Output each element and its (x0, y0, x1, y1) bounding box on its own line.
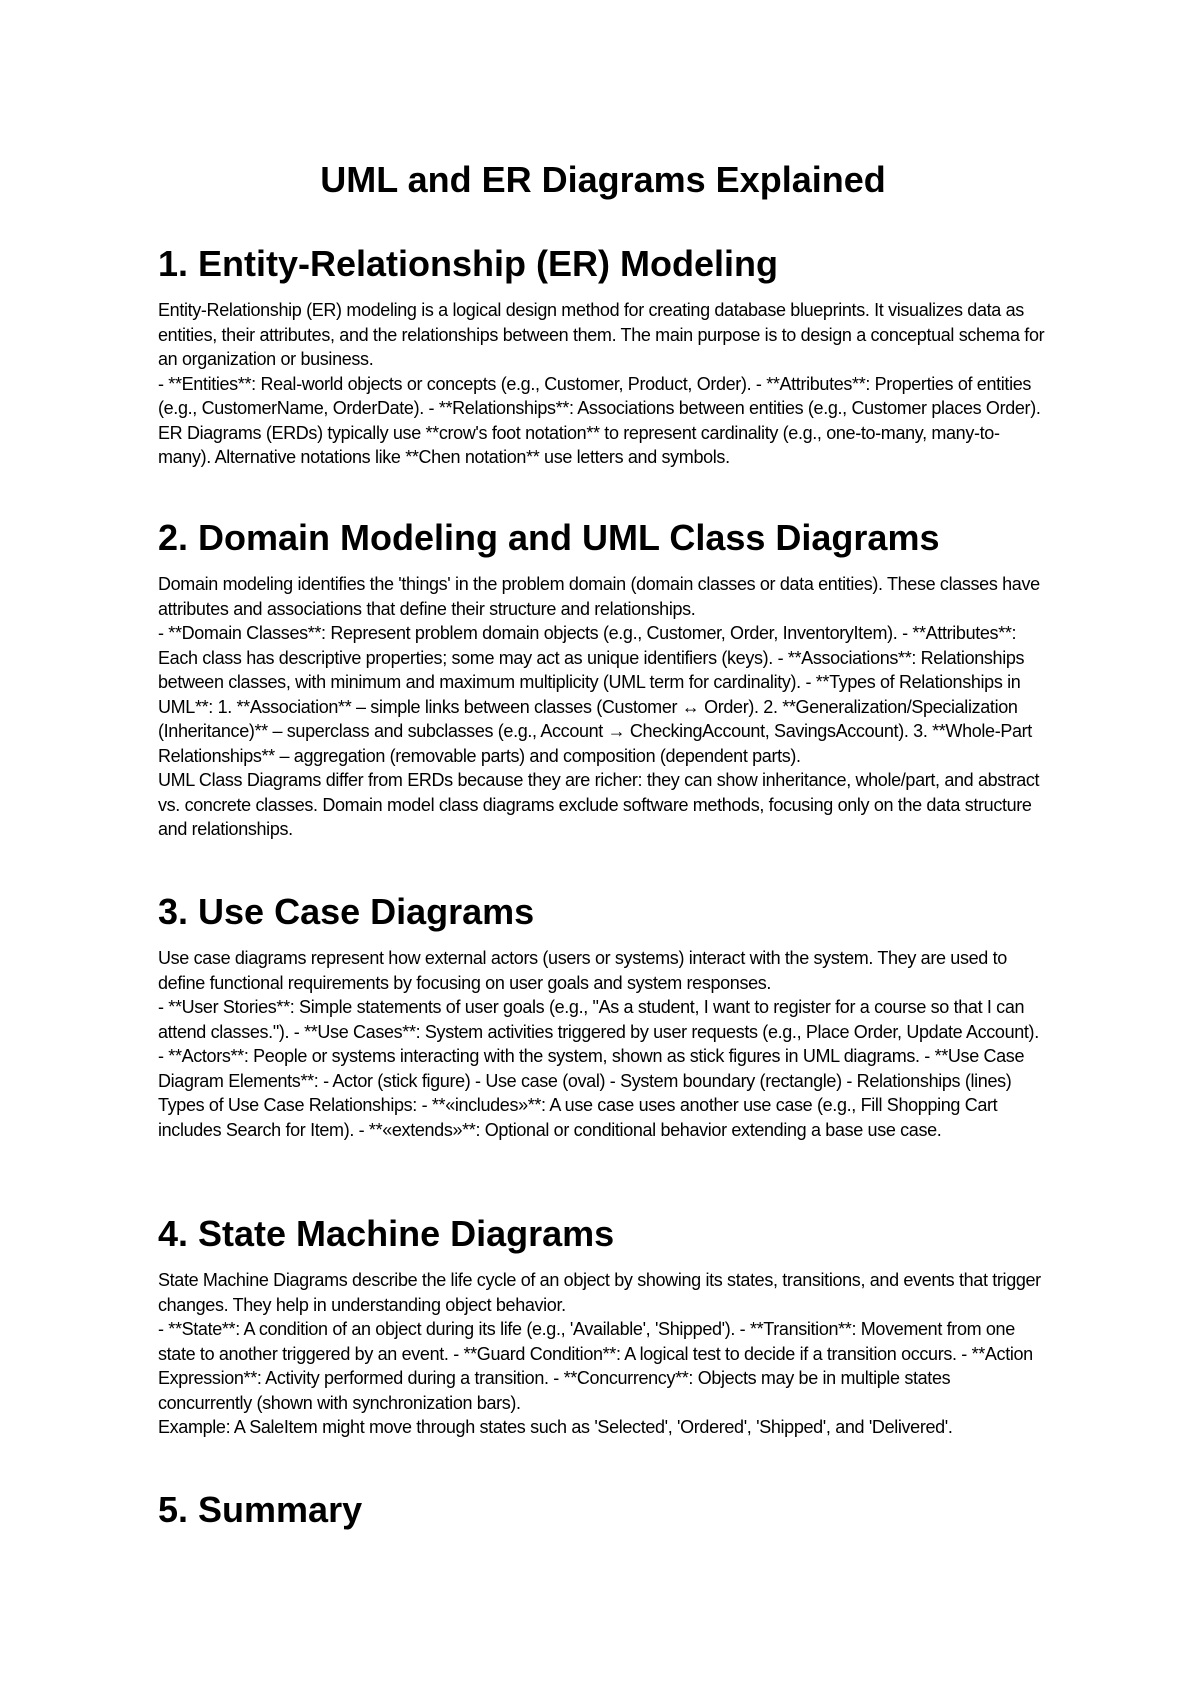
section-body (158, 298, 1048, 470)
paragraph: ER Diagrams (ERDs) typically use **crow's foot notation** to represent cardinality (e.g., one-to-many, many-to-many). Alternative notations like **Chen notation** use letters and symbols. (158, 422, 1000, 467)
paragraph: - **Domain Classes**: Represent problem domain objects (e.g., Customer, Order, InventoryItem). - **Attributes**: Each class has descriptive properties; some may act as unique identifiers (keys). - **Associations**: Relationships between classes, with minimum and maximum multiplicity (UML term for cardinality). - **Types of Relationships in UML**: 1. **Association** – simple links between classes (Customer ↔ Order). 2. **Generalization/Specialization (Inheritance)** – superclass and subclasses (e.g., Account → CheckingAccount, SavingsAccount). 3. **Whole-Part Relationships** – aggregation (removable parts) and composition (dependent parts). (158, 623, 1032, 766)
paragraph: UML Class Diagrams differ from ERDs because they are richer: they can show inheritance, whole/part, and abstract vs. concrete classes. Domain model class diagrams exclude software methods, focusing only on the data structure and relationships. (158, 770, 1040, 839)
section-heading: 5. Summary (158, 1489, 363, 1530)
section-domain-modeling (158, 516, 1048, 842)
paragraph: Entity-Relationship (ER) modeling is a logical design method for creating database blueprints. It visualizes data as entities, their attributes, and the relationships between them. The main purpose is to design a conceptual schema for an organization or business. (158, 300, 1045, 369)
section-body (158, 1268, 1048, 1440)
paragraph: Example: A SaleItem might move through states such as 'Selected', 'Ordered', 'Shipped', and 'Delivered'. (158, 1417, 953, 1437)
section-er-modeling (158, 242, 1048, 470)
document-title: UML and ER Diagrams Explained (320, 159, 886, 200)
section-heading: 4. State Machine Diagrams (158, 1213, 615, 1254)
section-summary (158, 1488, 1048, 1532)
section-heading: 3. Use Case Diagrams (158, 891, 535, 932)
section-heading: 2. Domain Modeling and UML Class Diagrams (158, 517, 940, 558)
section-body (158, 946, 1048, 1142)
section-heading: 1. Entity-Relationship (ER) Modeling (158, 243, 778, 284)
section-use-case-diagrams (158, 890, 1048, 1142)
paragraph: - **User Stories**: Simple statements of user goals (e.g., "As a student, I want to register for a course so that I can attend classes."). - **Use Cases**: System activities triggered by user requests (e.g., Place Order, Update Account). - **Actors**: People or systems interacting with the system, shown as stick figures in UML diagrams. - **Use Case Diagram Elements**: - Actor (stick figure) - Use case (oval) - System boundary (rectangle) - Relationships (lines) (158, 997, 1039, 1091)
section-state-machine-diagrams (158, 1212, 1048, 1440)
paragraph: - **State**: A condition of an object during its life (e.g., 'Available', 'Shipped'). - **Transition**: Movement from one state to another triggered by an event. - **Guard Condition**: A logical test to decide if a transition occurs. - **Action Expression**: Activity performed during a transition. - **Concurrency**: Objects may be in multiple states concurrently (shown with synchronization bars). (158, 1319, 1033, 1413)
section-body (158, 572, 1048, 842)
paragraph: State Machine Diagrams describe the life cycle of an object by showing its states, transitions, and events that trigger changes. They help in understanding object behavior. (158, 1270, 1041, 1315)
paragraph: Types of Use Case Relationships: - **«includes»**: A use case uses another use case (e.g., Fill Shopping Cart includes Search for Item). - **«extends»**: Optional or conditional behavior extending a base use case. (158, 1095, 998, 1140)
paragraph: - **Entities**: Real-world objects or concepts (e.g., Customer, Product, Order). - **Attributes**: Properties of entities (e.g., CustomerName, OrderDate). - **Relationships**: Associations between entities (e.g., Customer places Order). (158, 373, 1041, 418)
paragraph: Domain modeling identifies the 'things' in the problem domain (domain classes or data entities). These classes have attributes and associations that define their structure and relationships. (158, 574, 1040, 619)
paragraph: Use case diagrams represent how external actors (users or systems) interact with the system. They are used to define functional requirements by focusing on user goals and system responses. (158, 948, 1007, 993)
